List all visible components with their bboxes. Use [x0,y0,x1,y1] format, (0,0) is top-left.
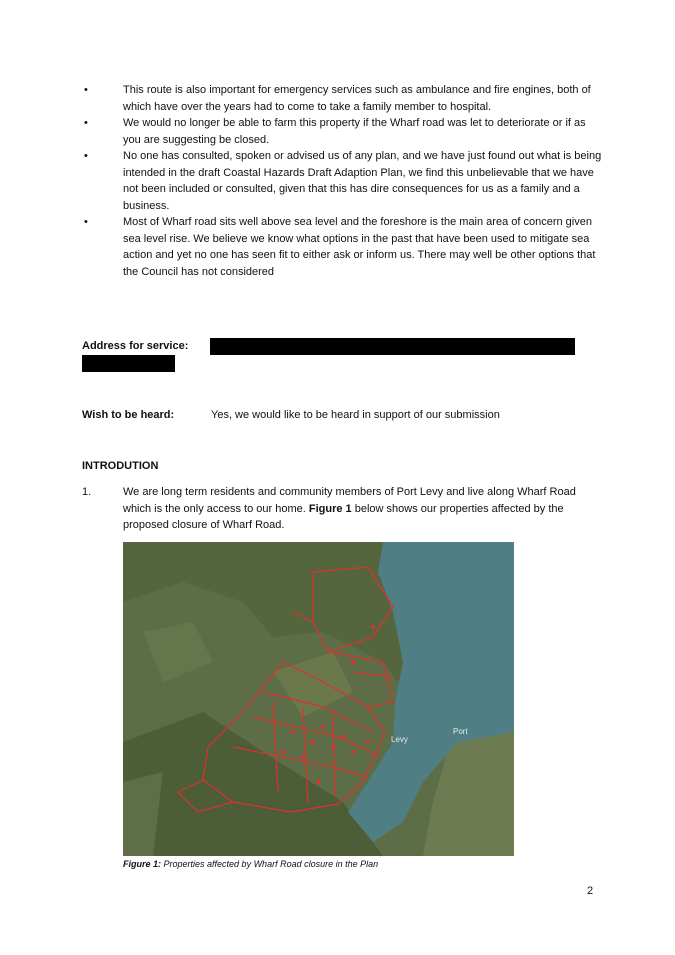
paragraph-text-part: We are long term residents and community members of Port Levy and live along Wharf Road which is the only access to our home. [123,486,576,515]
figure-caption-label: Figure 1: [123,859,162,869]
figure-caption [123,859,378,869]
bullet-symbol: • [84,216,88,228]
paragraph-text [123,484,603,534]
bullet-symbol: • [84,117,88,129]
bullet-symbol: • [84,150,88,162]
aerial-map-drawing [123,542,514,856]
paragraph-text-part: below shows our properties affected by the proposed closure of Wharf Road. [123,502,564,531]
bullet-symbol: • [84,84,88,96]
redacted-block [82,355,175,372]
paragraph-number: 1. [82,486,92,498]
section-heading: INTRODUTION [82,460,159,472]
bullet-text: We would no longer be able to farm this property if the Wharf road was let to deteriorate or if as you are suggesting be closed. [123,117,586,146]
address-label: Address for service: [82,340,189,352]
map-label-levy: Levy [391,735,408,744]
redacted-block [210,338,575,355]
page-number: 2 [587,885,594,897]
bullet-item [82,115,602,148]
aerial-map-image [123,542,514,856]
hearing-value: Yes, we would like to be heard in support of our submission [211,409,500,421]
figure-reference: Figure 1 [308,502,352,515]
bullet-item [82,82,602,115]
figure-caption-text: Properties affected by Wharf Road closure in the Plan [161,859,379,869]
bullet-text: This route is also important for emergency services such as ambulance and fire engines, both of which have over the years had to come to take a family member to hospital. [123,84,591,113]
bullet-list [82,82,602,280]
map-label-port: Port [453,727,468,736]
hearing-section [82,407,602,423]
bullet-text: Most of Wharf road sits well above sea level and the foreshore is the main area of concern given sea level rise. We believe we know what options in the past that have been used to mitigate sea action and yet no one has seen fit to either ask or inform us. There may well be other options that the Council has not considered [123,216,596,278]
bullet-text: No one has consulted, spoken or advised us of any plan, and we have just found out what is being intended in the draft Coastal Hazards Draft Adaption Plan, we find this unbelievable that we have not been included or consulted, given that this has dire consequences for us as a family and a business. [123,150,602,212]
bullet-item [82,214,602,280]
address-section [82,340,602,374]
bullet-item [82,148,602,214]
hearing-label: Wish to be heard: [82,409,175,421]
